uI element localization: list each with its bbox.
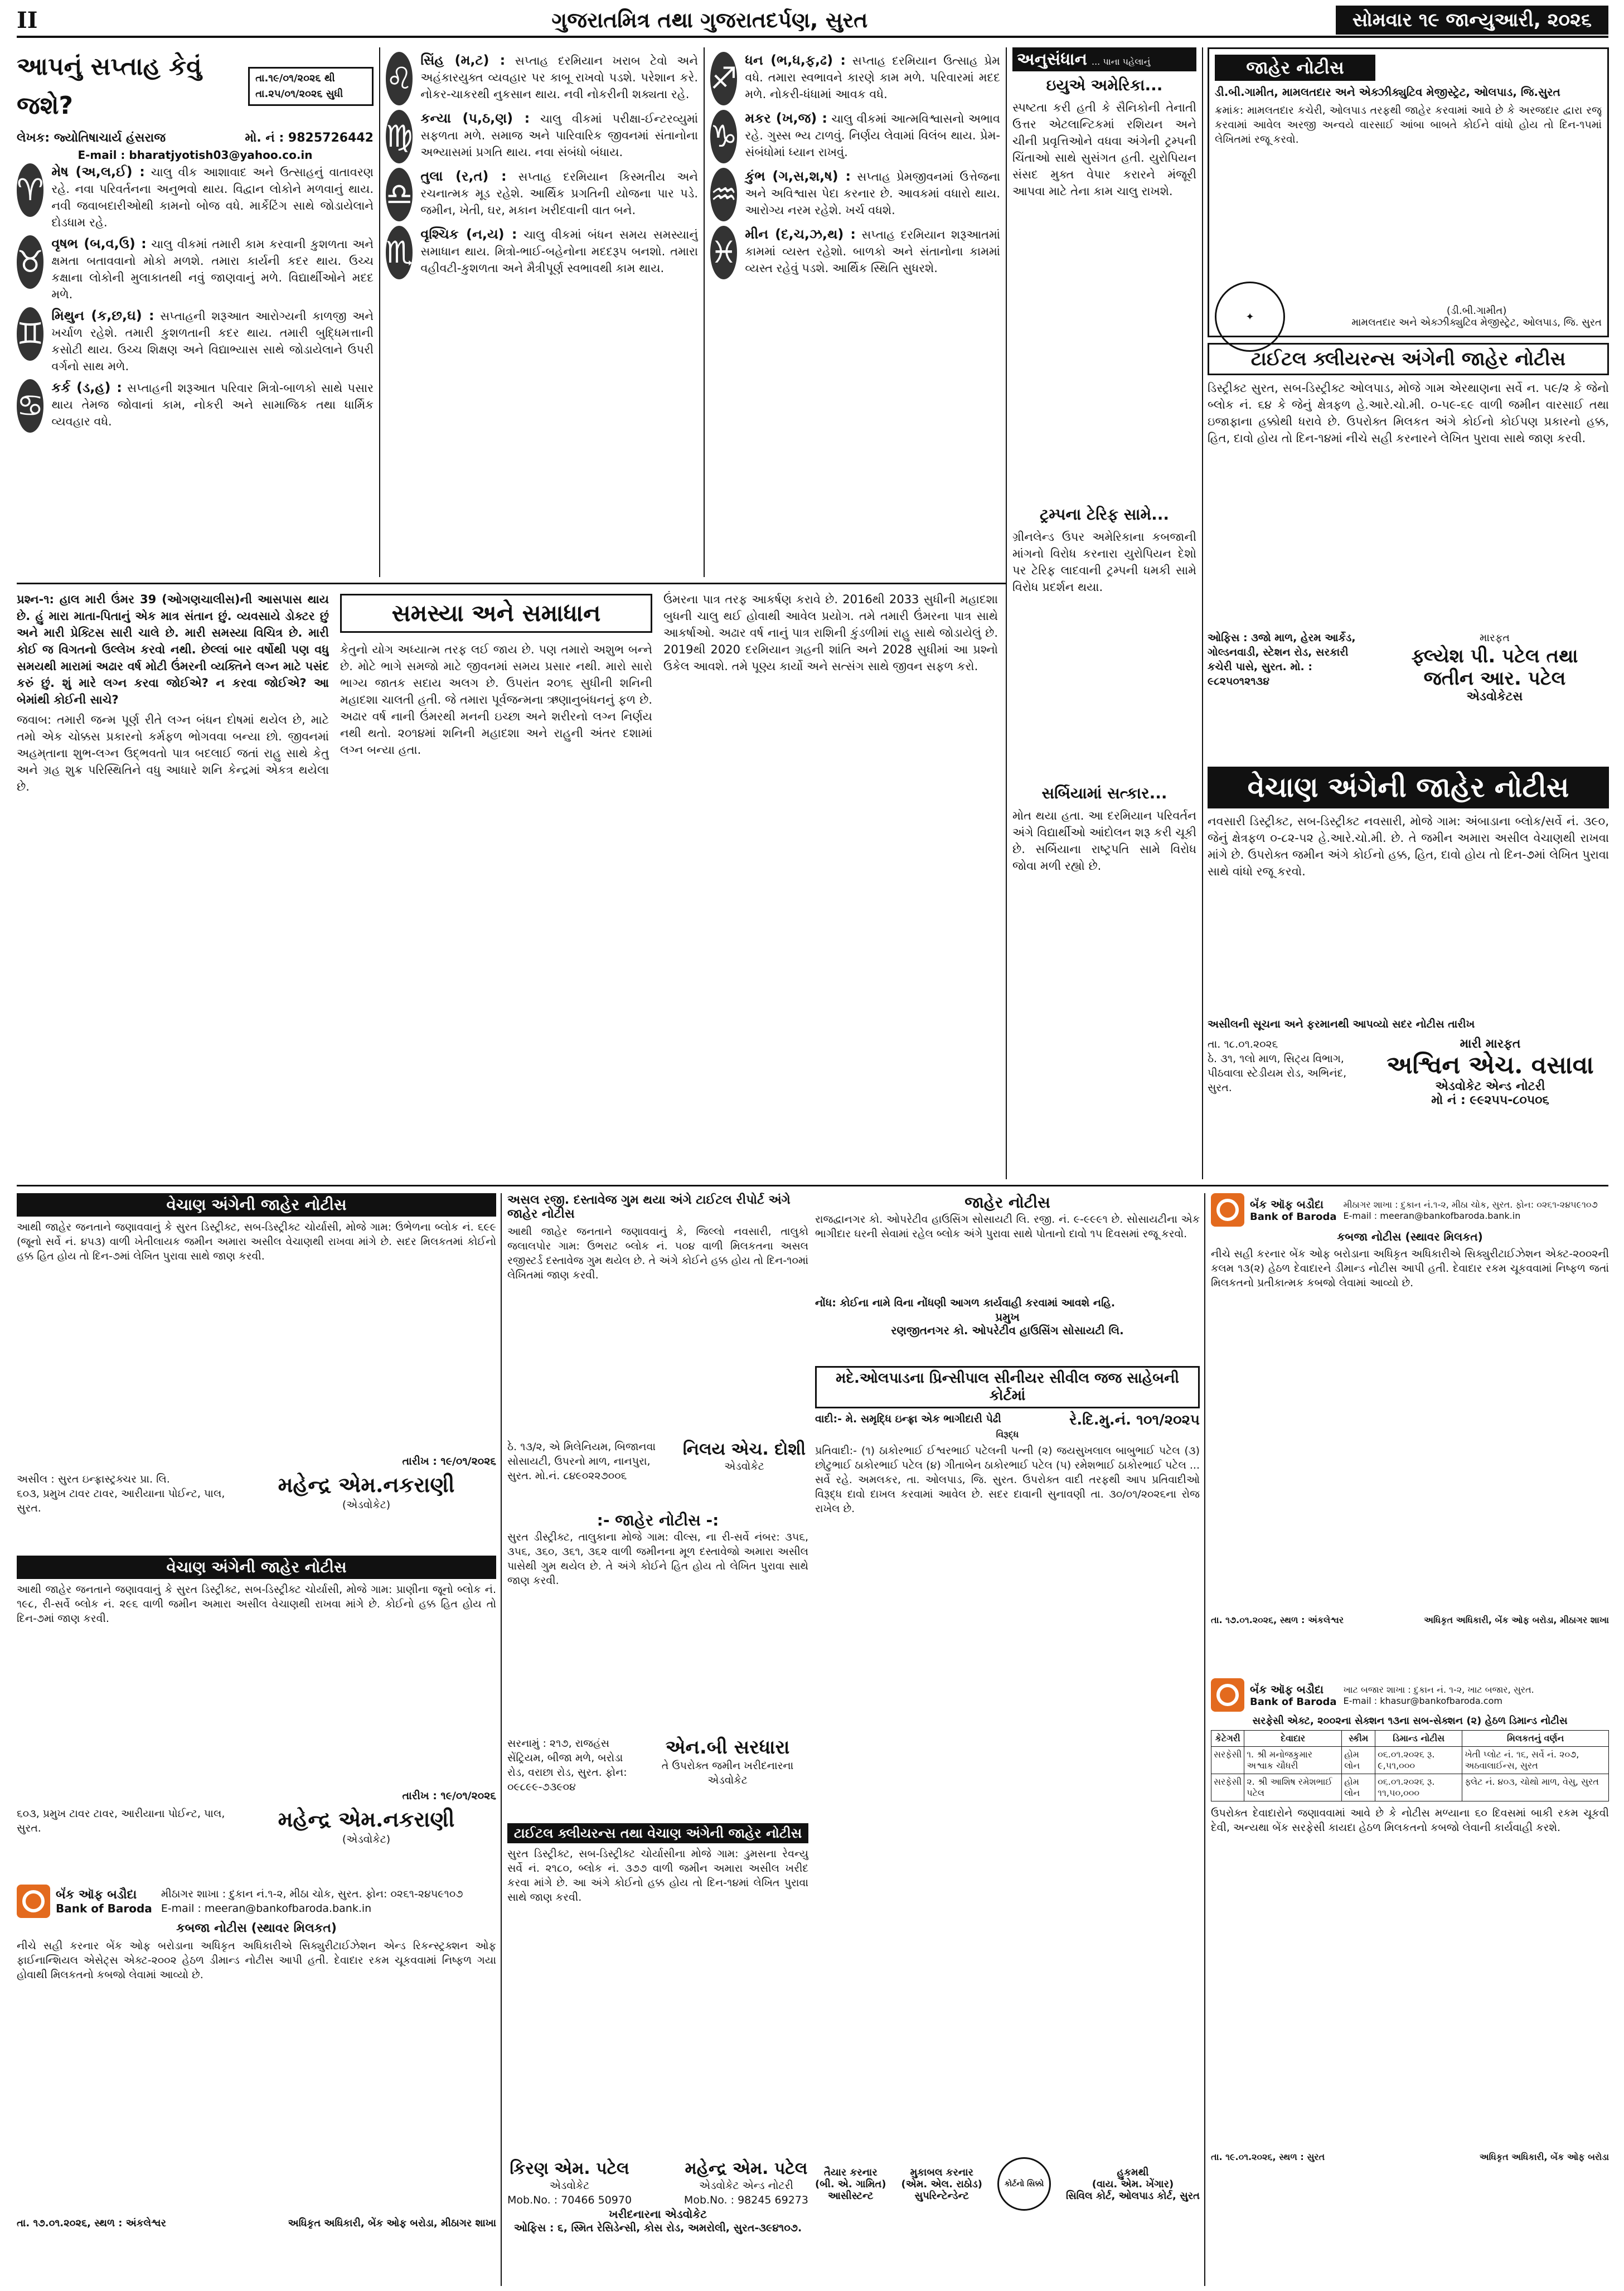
notice-mamlatdar-issuer: ડી.બી.ગામીત, મામલતદાર અને એક્ઝીક્યુટિવ મેજીસ્ટ્રેટ, ઓલપાડ, જિ.સુરત <box>1215 85 1560 99</box>
sign-gemini: ♊ મિથુન (ક,છ,ઘ) : સપ્તાહની શરૂઆત આરોગ્યની કાળજી અને ખર્ચાળ રહેશે. તમારી કુશળતાની કદર થાય. તમારી બુદ્ધિમત્તાની કસોટી થાય. ઉચ્ચ શિક્ષણ અને વિદ્યાભ્યાસ સાથે જોડાયેલાને ઉપરી વર્ગનો સાથ મળે. <box>17 308 374 373</box>
virgo-icon: ♍ <box>386 110 413 163</box>
court-body: પ્રતિવાદી:- (૧) ઠાકોરભાઈ ઈશ્વરભાઈ પટેલની પત્ની (૨) જયસુખલાલ બાબુભાઈ પટેલ (૩) છોટુભાઈ ઠાકોરભાઈ પટેલ (૪) ગીતાબેન ઠાકોરભાઈ પટેલ (૫) રમેશભાઈ ઠાકોરભાઈ પટેલ ... સર્વે રહે. અમલકર, તા. ઓલપાડ, જિ. સુરત. ઉપરોક્ત વાદી તરફથી આપ પ્રતિવાદીઓ વિરૂદ્ધ દાવો દાખલ કરવામાં આવેલ છે. સદર દાવાની સુનાવણી તા. ૩૦/૦૧/૨૦૨૬ના રોજ રાખેલ છે. <box>815 1445 1200 1515</box>
notice-title-clearance-1-body: ડિસ્ટ્રીક્ટ સુરત, સબ-ડિસ્ટ્રીક્ટ ઓલપાડ, મોજે ગામ એરથાણના સર્વે ન. ૫૯/૨ કે જેનો બ્લોક નં. ૬૪ કે જેનું ક્ષેત્રફળ હે.આરે.ચો.મી. ૦-૫૯-૬૯ વાળી જમીન વારસાઈ તથા ઇજાફાના હક્કોથી ધરાવે છે. ઉપરોક્ત મિલકત અંગે કોઈનો કોઈપણ પ્રકારનો હક્ક, હિત, દાવો હોય તો દિન-૧૪માં નીચે સહી કરનારને લેખિત પુરાવા સાથે જાણ કરવી. <box>1208 381 1609 445</box>
notice-sale-2-date: તારીખ : ૧૯/૦૧/૨૦૨૬ <box>402 1790 496 1802</box>
qa-question <box>17 591 329 1176</box>
horoscope-col-1 <box>17 159 374 577</box>
notice-sale-2-title: વેચાણ અંગેની જાહેર નોટીસ <box>17 1556 496 1579</box>
bob-left-body: નીચે સહી કરનાર બેંક ઓફ બરોડાના અધિકૃત અધિકારીએ સિક્યુરીટાઈઝેશન એન્ડ રિકન્સ્ટ્રક્શન ઓફ ફાઈનાન્શિયલ એસેટ્સ એક્ટ-૨૦૦૨ હેઠળ ડીમાન્ડ નોટીસ આપી હતી. દેવાદાર રકમ ચૂકવવામાં નિષ્ફળ ગયા હોવાથી મિલકતનો કબજો લેવામાં આવ્યો છે. <box>17 1940 496 1981</box>
sign-aries: ♈ મેષ (અ,લ,ઈ) : ચાલુ વીક આશાવાદ અને ઉત્સાહનું વાતાવરણ રહે. નવા પરિવર્તનના અનુભવો થાય. વિદ્વાન લોકોને મળવાનું થાય. નવી જવાબદારીઓથી કામનો બોજ વધે. માર્કેટિંગ સાથે જોડાયેલાને દોડધામ રહે. <box>17 164 374 229</box>
sign-taurus: ♉ વૃષભ (બ,વ,ઉ) : ચાલુ વીકમાં તમારી કામ કરવાની કુશળતા અને ક્ષમતા બતાવવાનો મોકો મળશે. તમારા કાર્યની કદર થાય. ઉચ્ચ કક્ષાના લોકોની મુલાકાતથી નવું જાણવાનું મળે. વિદ્યાર્થીઓને મદદ મળે. <box>17 236 374 301</box>
notice-dastavej <box>507 1193 808 1505</box>
notice-title-clearance-1-office: ઓફિસ : ૩જો માળ, હેરમ આર્કેડ, ગોલ્ડનવાડી, સ્ટેશન રોડ, સરકારી કચેરી પાસે, સુરત. મો. : ૯૮૨૫૦૧૨૧૩૪ <box>1208 632 1356 687</box>
court-plaintiff: વાદી:- મે. સમૃદ્ધિ ઇન્ફ્રા એક ભાગીદારી પેઢી <box>815 1413 1001 1425</box>
notice-dastavej-address: ઠે. ૧૩/૨, એ મિલેનિયમ, બિજાનવા સોસાયટી, ઉપરનો માળ, નાનપુરા, સુરત. મો.નં. ૮૪૯૦૨૨૭૦૦૬ <box>507 1441 656 1482</box>
bob-right-2-body: ઉપરોક્ત દેવાદારોને જણાવવામાં આવે છે કે નોટીસ મળ્યાના ૬૦ દિવસમાં બાકી રકમ ચૂકવી દેવી, અન્યથા બેંક સરફેસી કાયદા હેઠળ મિલકતનો કબજો લેવાની કાર્યવાહી કરશે. <box>1211 1807 1609 1834</box>
tc2-lawyer-1: કિરણ એમ. પટેલ <box>510 2159 629 2178</box>
lion-icon: ♌ <box>386 52 413 105</box>
twins-icon: ♊ <box>17 307 43 361</box>
qa-col-2: કેતુનો યોગ અધ્યાત્મ તરફ લઈ જાય છે. પણ તમારો અશુભ બન્ને છે. મોટે ભાગે સમજો માટે જીવનમાં સમય પ્રસાર નથી. મારો સારો ભાગ્ય જાતક સદાય અલગ છે. ઉપરાંત ૨૦૧૬ સુધીની શનિની મહાદશા ચાલતી હતી. જે તમારા પૂર્વજન્મના ઋણાનુબંધનનું ફળ છે. અઢાર વર્ષ નાની ઉંમરથી મનની ઇચ્છા અને શરીરનો લગ્ન નિર્ણય નથી થતો. ૨૦૧૪માં શનિની મહાદશા અને રાહુની અંતર દશામાં લગ્ન બન્યા હતા. <box>340 643 652 757</box>
horoscope-author: લેખક: જ્યોતિષાચાર્ય હંસરાજ <box>17 131 166 145</box>
horoscope-date-range: તા.૧૯/૦૧/૨૦૨૬ થી તા.૨૫/૦૧/૨૦૨૬ સુધી <box>248 67 374 106</box>
notice-society <box>815 1193 1200 1360</box>
bank-of-baroda-logo: બૅંક ઑફ બડૌદા Bank of Baroda <box>1211 1193 1337 1227</box>
table-row: સરફેસી ૧. શ્રી મનોજકુમાર અશ્વાક ચૌધરી હોમ લોન ૦૬.૦૧.૨૦૨૬ રૂ. ૯,૫૧,૦૦૦ ખેતી પ્લોટ નં. ૧૬, સર્વે નં. ૨૦૭, અઠવાલાઈન્સ, સુરત <box>1211 1747 1609 1774</box>
notice-mamlatdar-designation: મામલતદાર અને એક્ઝીક્યુટિવ મેજીસ્ટ્રેટ, ઓલપાડ, જિ. સુરત <box>1351 317 1602 328</box>
notice-sale-2-address: ૬૦૩, પ્રમુખ ટાવર ટાવર, આરીયાના પોઈન્ટ, પાલ, સુરત. <box>17 1808 225 1834</box>
qa-title: સમસ્યા અને સમાધાન <box>391 599 601 627</box>
notice-land-title: :- જાહેર નોટીસ -: <box>597 1511 719 1529</box>
notice-title-clearance-1-agent: મારફત <box>1479 632 1510 644</box>
notice-bob-left <box>17 1885 496 2286</box>
tc2-office: ઓફિસ : ૬, સ્મિત રેસિડેન્સી, કોસ રોડ, અમરોલી, સુરત-૩૯૪૧૦૭. <box>513 2222 802 2234</box>
notice-title-clearance-1 <box>1208 343 1609 761</box>
bob-left-email[interactable]: E-mail : meeran@bankofbaroda.bank.in <box>161 1902 372 1915</box>
issue-date: સોમવાર ૧૯ જાન્યુઆરી, ૨૦૨૬ <box>1336 6 1608 35</box>
notice-sale-2-role: (એડવોકેટ) <box>342 1833 391 1846</box>
horoscope-mobile: મો. નં : 9825726442 <box>245 131 374 145</box>
notice-sale-2-body: આથી જાહેર જનતાને જણાવવાનું કે સુરત ડિસ્ટ્રીક્ટ, સબ-ડિસ્ટ્રીક્ટ ચોર્યાસી, મોજે ગામ: પ્રાણીના જૂનો બ્લોક નં. ૧૯૮, રી-સર્વે બ્લોક નં. ૨૯૬ વાળી જમીન અમારા અસીલ વેચાણથી રાખવા માંગે છે. કોઈનો હક્ક હિત હોય તો દિન-૭માં જાણ કરવી. <box>17 1583 496 1625</box>
notice-mamlatdar <box>1208 47 1609 337</box>
sign-pisces: ♓ મીન (દ,ચ,ઝ,થ) : સપ્તાહ દરમિયાન શરૂઆતમાં કામમાં વ્યસ્ત રહેશો. બાળકો અને સંતાનોના કામમાં વ્યસ્ત રહેવું પડશે. આર્થિક સ્થિતિ સુધરશે. <box>710 226 1000 279</box>
anusandhan-body-1: સ્પષ્ટતા કરી હતી કે સૈનિકોની તેનાતી ઉત્તર એટલાન્ટિકમાં રશિયન અને ચીની પ્રવૃત્તિઓને વધવા અંગેની ટ્રમ્પની ચિંતાઓ સાથે સુસંગત હતી. યુરોપિયન સંસદ મુક્ત વેપાર કરારને મંજૂરી આપવા માટે તેના કામ ચાલુ રાખશે. <box>1012 101 1196 198</box>
notice-mamlatdar-title: જાહેર નોટીસ <box>1215 55 1375 81</box>
scales-icon: ♎ <box>386 168 413 221</box>
bank-of-baroda-logo: બૅંક ઑફ બડૌદા Bank of Baroda <box>1211 1678 1337 1712</box>
bank-of-baroda-logo: બૅંક ઑફ બડૌદા Bank of Baroda <box>17 1885 152 1918</box>
notice-sale-top-title: વેચાણ અંગેની જાહેર નોટીસ <box>1208 767 1609 808</box>
notice-sale-top-mobile: મો નં : ૯૯૨૫૫-૮૦૫૦૬ <box>1431 1093 1549 1107</box>
qa-question-text: પ્રશ્ન-૧: હાલ મારી ઉંમર 39 (ઓગણચાલીસ)ની આસપાસ થાય છે. હું મારા માતા-પિતાનું એક માત્ર સંતાન છું. વ્યવસાયે ડોક્ટર છું અને મારી પ્રેક્ટિસ સારી ચાલે છે. મારી સમસ્યા વિચિત્ર છે. મારી કોઈ જ વિગતનો ઉલ્લેખ કરવો નથી. છેલ્લાં બાર વર્ષોથી પણ વધુ સમયથી મારામાં અઢાર વર્ષ મોટી ઉંમરની વ્યક્તિને લગ્ન માટે પસંદ કરું છું. શું મારે લગ્ન કરવા જોઈએ? ન કરવા જોઈએ? આ બેમાંથી કોઈની સાચે? <box>17 593 329 706</box>
notice-dastavej-lawyer: નિલય એચ. દોશી <box>682 1440 806 1459</box>
column-rule <box>704 47 705 577</box>
notice-title-clearance-2-body: સુરત ડિસ્ટ્રીક્ટ, સબ-ડિસ્ટ્રીક્ટ ચોર્યાસીના મોજે ગામ: ડુમસના રેવન્યુ સર્વે નં. ૨૧૮૦, બ્લોક નં. ૩૭૭ વાળી જમીન અમારા અસીલ ખરીદ કરવા માંગે છે. આ અંગે કોઈનો હક્ક હોય તો દિન-૧૪માં લેખિત પુરાવા સાથે જાણ કરવી. <box>507 1848 808 1903</box>
column-rule <box>379 47 380 577</box>
goat-icon: ♑ <box>710 110 737 163</box>
notice-land-lawyer: એન.બી સરધારા <box>665 1736 790 1759</box>
table-header: કેટેગરી દેવાદાર સ્કીમ ડિમાન્ડ નોટીસ મિલકતનું વર્ણન <box>1211 1731 1609 1747</box>
horoscope-header <box>17 47 374 162</box>
horoscope-col-2 <box>386 47 698 577</box>
notice-title-clearance-2: ટાઈટલ ક્લીયરન્સ તથા વેચાણ અંગેની જાહેર નોટીસ સુરત ડિસ્ટ્રીક્ટ, સબ-ડિસ્ટ્રીક્ટ ચોર્યાસીના મોજે ગામ: ડુમસના રેવન્યુ સર્વે નં. ૨૧૮૦, બ્લોક નં. ૩૭૭ વાળી જમીન અમારા અસીલ ખરીદ કરવા માંગે છે. આ અંગે કોઈનો હક્ક હોય તો દિન-૧૪માં લેખિત પુરાવા સાથે જાણ કરવી. કિરણ એમ. પટેલ એડવોકેટ Mob.No. : 70466 50970 મહેન્દ્ર એમ. પટેલ એડવોકેટ એન્ડ નોટરી Mob.No. : 98245 69273 ખરીદનારના એડવોકેટ ઓફિસ : ૬, સ્મિત રેસિડેન્સી, કોસ રોડ, અમરોલી, સુરત-૩૯૪૧૦૭. <box>507 1823 808 2286</box>
sign-leo: ♌ સિંહ (મ,ટ) : સપ્તાહ દરમિયાન ખરાબ ટેવો અને અહંકારયુક્ત વ્યવહાર પર કાબૂ રાખવો પડશે. પરેશાન કરે. નોકર-ચાકરથી નુકસાન થાય. નવી નોકરીની શક્યતા રહે. <box>386 52 698 105</box>
notice-title-clearance-1-lawyer-2: જતીન આર. પટેલ <box>1423 667 1566 690</box>
newspaper-title: ગુજરાતમિત્ર તથા ગુજરાતદર્પણ, સુરત <box>551 7 868 32</box>
sign-aquarius: ♒ કુંભ (ગ,સ,શ,ષ) : સપ્તાહ પ્રેમજીવનમાં ઉત્તેજના અને અવિશ્વાસ પેદા કરનાર છે. આવકમાં વધારો થાય. આરોગ્ય નરમ રહેશે. ખર્ચ વધશે. <box>710 168 1000 221</box>
horoscope-title: આપનું સપ્તાહ કેવું જશે? <box>17 52 202 120</box>
tc2-buyer: ખરીદનારના એડવોકેટ <box>609 2207 707 2221</box>
bob-left-notice: કબજા નોટીસ (સ્થાવર મિલકત) <box>176 1921 337 1935</box>
bull-icon: ♉ <box>17 235 43 289</box>
masthead <box>17 4 1608 38</box>
notice-land <box>507 1511 808 1818</box>
crab-icon: ♋ <box>17 379 43 433</box>
anusandhan-head-1: ઇયુએ અમેરિકા... <box>1046 76 1163 94</box>
notice-sale-1 <box>17 1193 496 1550</box>
notice-society-nb: નોંધ: કોઈના નામે વિના નોંધણી આગળ કાર્યવાહી કરવામાં આવશે નહિ. <box>815 1297 1116 1309</box>
anusandhan-head-2: ટ્રમ્પના ટેરિફ સામે... <box>1039 505 1170 524</box>
court-seal: કોર્ટનો સિક્કો <box>997 2157 1051 2211</box>
anusandhan-sub: ... પાના પહેલાનું <box>1092 56 1151 67</box>
notice-dastavej-title: અસલ રજી. દસ્તાવેજ ગુમ થયા અંગે ટાઈટલ રીપોર્ટ અંગે જાહેર નોટીસ <box>507 1193 791 1221</box>
sign-libra: ♎ તુલા (ર,ત) : સપ્તાહ દરમિયાન કિસ્મતીય અને રચનાત્મક મૂડ રહેશે. આર્થિક પ્રગતિની યોજના પાર પડે. જમીન, ખેતી, ઘર, મકાન ખરીદવાની વાત બને. <box>386 168 698 221</box>
qa-title-box <box>340 594 652 633</box>
anusandhan-body-2: ગ્રીનલેન્ડ ઉપર અમેરિકાના કબજાની માંગનો વિરોધ કરનારા યુરોપિયન દેશો પર ટેરિફ લાદવાની ટ્રમ્પની ધમકી સામે વિરોધ પ્રદર્શન થયા. <box>1012 530 1196 594</box>
notice-sale-top <box>1208 767 1609 1179</box>
anusandhan-label: અનુસંધાન <box>1017 50 1087 69</box>
scorpion-icon: ♏ <box>386 226 413 279</box>
notice-society-name: રણજીતનગર કો. ઓપરેટીવ હાઉસિંગ સોસાયટી લિ. <box>891 1324 1124 1337</box>
notice-title-clearance-1-role: એડવોકેટસ <box>1466 690 1523 704</box>
column-rule <box>1202 47 1203 1179</box>
notice-title-clearance-2-title: ટાઈટલ ક્લીયરન્સ તથા વેચાણ અંગેની જાહેર નોટીસ <box>507 1823 808 1843</box>
horoscope-col-3 <box>710 47 1000 577</box>
archer-icon: ♐ <box>710 52 737 105</box>
bob-sun-icon <box>1211 1193 1244 1227</box>
notice-bob-right-1: બૅંક ઑફ બડૌદા Bank of Baroda મીઠાગર શાખા : દુકાન નં.૧-૨, મીઠા ચોક, સુરત. ફોન: ૦૨૬૧-૨૪૫૯૧૦૭ E-mail : meeran@bankofbaroda.bank.in કબજા નોટીસ (સ્થાવર મિલકત) નીચે સહી કરનાર બેંક ઓફ બરોડાના અધિકૃત અધિકારીએ સિક્યુરીટાઈઝેશન એક્ટ-૨૦૦૨ની કલમ ૧૩(૨) હેઠળ દેવાદારને ડીમાન્ડ નોટીસ આપી હતી. દેવાદાર રકમ ચૂકવવામાં નિષ્ફળ જતાં મિલકતનો પ્રતીકાત્મક કબજો લેવામાં આવ્યો છે. તા. ૧૭.૦૧.૨૦૨૬, સ્થળ : અંકલેશ્વર અધિકૃત અધિકારી, બેંક ઓફ બરોડા, મીઠાગર શાખા <box>1211 1193 1609 1673</box>
notice-sale-top-agent: મારી મારફત <box>1460 1037 1521 1051</box>
notice-title-clearance-1-lawyer-1: ફ્લ્યેશ પી. પટેલ તથા <box>1411 645 1578 667</box>
qa-col-3: ઉંમરના પાત્ર તરફ આકર્ષણ કરાવે છે. 2016થી 2033 સુધીની મહાદશા બુધની ચાલુ થઈ હોવાથી આવેલ પ્રયોગ. તમે તમારી ઉંમરના પાત્ર સાથે આકર્ષાઓ. અઢાર વર્ષ નાનું પાત્ર રાશિની કુંડળીમાં રાહુ સાથે જોડાયેલું છે. 2019થી 2020 દરમિયાન ગ્રહની શાંતિ અને 2028 સુધીમાં આ પ્રશ્નો ઉકેલ આવશે. તમે પૂણ્ય કાર્યો અને સત્સંગ સાથે જીવન સફળ કરો. <box>663 593 998 673</box>
notice-land-role: તે ઉપરોક્ત જમીન ખરીદનારના એડવોકેટ <box>661 1760 794 1786</box>
govt-seal-icon: ✦ <box>1215 282 1285 352</box>
sign-sagittarius: ♐ ધન (ભ,ધ,ફ,ઢ) : સપ્તાહ દરમિયાન ઉત્સાહ પ્રેમ વધે. તમારા સ્વભાવને કારણે કામ મળે. પરિવારમાં મદદ મળે. નોકરી-ધંધામાં આવક વધે. <box>710 52 1000 105</box>
notice-sale-top-role: એડવોકેટ એન્ડ નોટરી <box>1435 1079 1545 1093</box>
notice-sale-1-body: આથી જાહેર જનતાને જણાવવાનું કે સુરત ડિસ્ટ્રીક્ટ, સબ-ડિસ્ટ્રીક્ટ ચોર્યાસી, મોજે ગામ: ઉભેળના બ્લોક નં. ૬૯૯ (જૂનો સર્વે નં. ૪૫૩) વાળી ખેતીલાયક જમીન અમારા અસીલ વેચાણથી રાખવા માંગે છે. સદર મિલકતમાં કોઈનો હક્ક હિત હોય તો દિન-૭માં લેખિત પુરાવા સાથે જાણ કરવી. <box>17 1221 496 1262</box>
notice-sale-top-lawyer: અશ્વિન એચ. વસાવા <box>1387 1051 1594 1079</box>
anusandhan-column <box>1012 47 1196 1179</box>
notice-society-sign: પ્રમુખ <box>995 1310 1020 1324</box>
notice-sale-top-address: ઠે. ૩૧, ૧લો માળ, સિટ્ય વિભાગ, પીઠવાલા સ્ટેડીયમ રોડ, અભિનંદ, સુરત. <box>1208 1053 1347 1094</box>
sign-capricorn: ♑ મકર (ખ,જ) : ચાલુ વીકમાં આત્મવિશ્વાસનો અભાવ રહે. ગુસ્સ ભ્ય ટાળવું. નિર્ણય લેવામાં વિલંબ થાય. પ્રેમ-સંબંધોમાં ધ્યાન રાખવું. <box>710 110 1000 163</box>
column-rule <box>1006 47 1007 1179</box>
bob-right-2-table <box>1211 1730 1609 1801</box>
notice-sale-1-address: ૬૦૩, પ્રમુખ ટાવર ટાવર, આરીયાના પોઈન્ટ, પાલ, સુરત. <box>17 1488 225 1514</box>
notice-land-address: સરનામું : ૨૧૭, રાજહંસ સેંટ્રિયમ, બીજા મળે, બરોડા રોડ, વરાછા રોડ, સુરત. ફોન: ૦૯૮૯૯-૭૩૯૦૪ <box>507 1737 627 1793</box>
notice-sale-1-role: (એડવોકેટ) <box>342 1499 391 1511</box>
bob-left-branch: મીઠાગર શાખા : દુકાન નં.૧-૨, મીઠા ચોક, સુરત. ફોન: ૦૨૬૧-૨૪૫૯૧૦૭ <box>161 1888 463 1900</box>
notice-land-body: સુરત ડીસ્ટ્રીક્ટ, તાલુકાના મોજે ગામ: વીલ્સ, ના રી-સર્વે નંબર: ૩૫૬, ૩૫૬, ૩૬૦, ૩૬૧, ૩૬૨ વાળી જમીનના મૂળ દસ્તાવેજો અમારા અસીલ પાસેથી ગુમ થયેલ છે. તે અંગે કોઈને હિત હોય તો લેખિત પુરાવા સાથે જાણ કરવી. <box>507 1531 808 1587</box>
section-rule <box>17 1185 1608 1186</box>
section-rule <box>17 583 1006 584</box>
notice-sale-1-client: અસીલ : સુરત ઇન્ફ્રાસ્ટ્રક્ચર પ્રા. લિ. <box>17 1473 170 1485</box>
court-case-number: રે.દિ.મુ.નં. ૧૦૧/૨૦૨૫ <box>1069 1412 1200 1428</box>
water-bearer-icon: ♒ <box>710 168 737 221</box>
bob-left-place: તા. ૧૭.૦૧.૨૦૨૬, સ્થળ : અંકલેશ્વર <box>17 2217 166 2229</box>
bob-right-1-body: નીચે સહી કરનાર બેંક ઓફ બરોડાના અધિકૃત અધિકારીએ સિક્યુરીટાઈઝેશન એક્ટ-૨૦૦૨ની કલમ ૧૩(૨) હેઠળ દેવાદારને ડીમાન્ડ નોટીસ આપી હતી. દેવાદાર રકમ ચૂકવવામાં નિષ્ફળ જતાં મિલકતનો પ્રતીકાત્મક કબજો લેવામાં આવ્યો છે. <box>1211 1248 1609 1289</box>
notice-court: મદે.ઓલપાડના પ્રિન્સીપાલ સીનીયર સીવીલ જજ સાહેબની કોર્ટમાં વાદી:- મે. સમૃદ્ધિ ઇન્ફ્રા એક ભાગીદારી પેઢી રે.દિ.મુ.નં. ૧૦૧/૨૦૨૫ વિરૂદ્ધ પ્રતિવાદી:- (૧) ઠાકોરભાઈ ઈશ્વરભાઈ પટેલની પત્ની (૨) જયસુખલાલ બાબુભાઈ પટેલ (૩) છોટુભાઈ ઠાકોરભાઈ પટેલ (૪) ગીતાબેન ઠાકોરભાઈ પટેલ (૫) રમેશભાઈ ઠાકોરભાઈ પટેલ ... સર્વે રહે. અમલકર, તા. ઓલપાડ, જિ. સુરત. ઉપરોક્ત વાદી તરફથી આપ પ્રતિવાદીઓ વિરૂદ્ધ દાવો દાખલ કરવામાં આવેલ છે. સદર દાવાની સુનાવણી તા. ૩૦/૦૧/૨૦૨૬ના રોજ રાખેલ છે. તૈયાર કરનાર (બી. એ. ગામિત) આસીસ્ટન્ટ મુકાબલ કરનાર (એમ. એલ. રાઠોડ) સુપરિન્ટેન્ડેન્ટ કોર્ટનો સિક્કો હુકમથી (વાય. એમ. ખેંગાર) સિવિલ કોર્ટ, ઓલપાડ કોર્ટ, સુરત <box>815 1366 1200 2286</box>
notice-dastavej-role: એડવોકેટ <box>724 1460 764 1473</box>
qa-answer-text: જવાબ: તમારી જન્મ પૂર્ણ રીતે લગ્ન બંધન દોષમાં થયેલ છે, માટે તમો એક ચોક્કસ પ્રકારનો કર્મફળ ભોગવવા બન્યા છો. જીવનમાં અહમ્‌તાના શુભ-લગ્ન ઉદ્ભવતો પાત્ર બદલાઈ જતાં રાહુ સાથે કેતુ અને ગ્રહ શુક્ર પરિસ્થિતિને વધુ આધારે શનિ કેન્દ્રમાં એકત્ર થયેલા છે. <box>17 713 329 793</box>
notice-dastavej-body: આથી જાહેર જનતાને જણાવવાનું કે, જિલ્લો નવસારી, તાલુકો જલાલપોર ગામ: ઉભરાટ બ્લોક નં. ૫૦૪ વાળી મિલકતના અસલ રજીસ્ટર્ડ દસ્તાવેજ ગુમ થયેલ છે. તે અંગે કોઈને હક્ક હોય તો દિન-૧૦માં લેખિતમાં જાણ કરવી. <box>507 1226 808 1281</box>
court-versus: વિરૂદ્ધ <box>996 1429 1019 1440</box>
anusandhan-head-3: સર્બિયામાં સત્કાર... <box>1041 784 1167 802</box>
notice-society-title: જાહેર નોટીસ <box>964 1193 1050 1212</box>
page-number: II <box>17 7 38 33</box>
notice-sale-top-body: નવસારી ડિસ્ટ્રીક્ટ, સબ-ડિસ્ટ્રીક્ટ નવસારી, મોજે ગામ: અંબાડાના બ્લોક/સર્વે નં. ૩૯૦, જેનું ક્ષેત્રફળ ૦-૮૨-૫૨ હે.આરે.ચો.મી. છે. તે જમીન અમારા અસીલ વેચાણથી રાખવા માંગે છે. ઉપરોક્ત જમીન અંગે કોઈનો હક્ક, હિત, દાવો હોય તો દિન-૭માં લેખિત પુરાવા સાથે વાંધો રજૂ કરવો. <box>1208 815 1609 878</box>
notice-mamlatdar-body: ક્રમાંક: મામલતદાર કચેરી, ઓલપાડ તરફથી જાહેર કરવામાં આવે છે કે અરજદાર દ્વારા રજૂ કરવામાં આવેલ અરજી અન્વયે વારસાઈ આંબા બાબતે કોઈને વાંધો હોય તો દિન-૧૫માં લેખિતમાં રજૂ કરવો. <box>1215 104 1602 146</box>
fish-icon: ♓ <box>710 226 737 279</box>
sign-virgo: ♍ કન્યા (પ,ઠ,ણ) : ચાલુ વીકમાં પરીક્ષા-ઈન્ટરવ્યુમાં સફળતા મળે. સમાજ અને પારિવારિક જીવનમાં સંતાનોના અભ્યાસમાં પ્રગતિ થાય. નવા સંબંધો બંધાય. <box>386 110 698 163</box>
bob-sun-icon <box>17 1885 50 1918</box>
horoscope-email[interactable]: E-mail : bharatjyotish03@yahoo.co.in <box>77 148 313 162</box>
column-rule <box>501 1193 502 2286</box>
notice-sale-1-lawyer: મહેન્દ્ર એમ.નકરાણી <box>278 1472 455 1497</box>
notice-mamlatdar-sign: (ડી.બી.ગામીત) <box>1446 305 1507 317</box>
notice-society-body: રાજદ્વાનગર કો. ઓપરેટીવ હાઉસિંગ સોસાયટી લિ. રજી. નં. ૯-૯૯૯૧ છે. સોસાયટીના એક ભાગીદાર ઘરની સેવામાં રહેલ બ્લોક અંગે પુરાવા સાથે પોતાનો દાવો ૧૫ દિવસમાં રજૂ કરવો. <box>815 1213 1200 1240</box>
notice-sale-2-lawyer: મહેન્દ્ર એમ.નકરાણી <box>278 1806 455 1832</box>
notice-sale-1-title: વેચાણ અંગેની જાહેર નોટીસ <box>17 1193 496 1217</box>
ram-icon: ♈ <box>17 163 43 217</box>
tc2-lawyer-2: મહેન્દ્ર એમ. પટેલ <box>685 2159 808 2178</box>
notice-title-clearance-1-title: ટાઈટલ ક્લીયરન્સ અંગેની જાહેર નોટીસ <box>1208 343 1609 375</box>
sign-cancer: ♋ કર્ક (ડ,હ) : સપ્તાહની શરૂઆત પરિવાર મિત્રો-બાળકો સાથે પસાર થાય તેમજ જોવાનાં કામ, નોકરી અને સામાજિક તથા ધાર્મિક વ્યવહાર વધે. <box>17 379 374 433</box>
notice-sale-1-date: તારીખ : ૧૯/૦૧/૨૦૨૬ <box>402 1455 496 1467</box>
notice-sale-2 <box>17 1556 496 1879</box>
court-title: મદે.ઓલપાડના પ્રિન્સીપાલ સીનીયર સીવીલ જજ સાહેબની કોર્ટમાં <box>815 1366 1200 1408</box>
notice-bob-right-2: બૅંક ઑફ બડૌદા Bank of Baroda ખાટ બજાર શાખા : દુકાન નં. ૧-૨, ખાટ બજાર, સુરત. E-mail : khasur@bankofbaroda.com સરફેસી એક્ટ, ૨૦૦૨ના સેક્શન ૧૩ના સબ-સેક્શન (૨) હેઠળ ડિમાન્ડ નોટીસ કેટેગરી દેવાદાર સ્કીમ ડિમાન્ડ નોટીસ મિલકતનું વર્ણન સરફેસી ૧. શ્રી મનોજકુમાર અશ્વાક ચૌધરી હોમ લોન ૦૬.૦૧.૨૦૨૬ રૂ. ૯,૫૧,૦૦૦ ખેતી પ્લોટ નં. ૧૬, સર્વે નં. ૨૦૭, અઠવાલાઈન્સ, સુરત સરફેસી ૨. શ્રી આશિષ રમેશભાઈ પટેલ હોમ લોન ૦૬.૦૧.૨૦૨૬ રૂ. ૧૧,૫૦,૦૦૦ ફ્લેટ નં. ૪૦૩, ચોથો માળ, વેસુ, સુરત ઉપરોક્ત દેવાદારોને જણાવવામાં આવે છે કે નોટીસ મળ્યાના ૬૦ દિવસમાં બાકી રકમ ચૂકવી દેવી, અન્યથા બેંક સરફેસી કાયદા હેઠળ મિલકતનો કબજો લેવાની કાર્યવાહી કરશે. તા. ૧૯.૦૧.૨૦૨૬, સ્થળ : સુરત અધિકૃત અધિકારી, બેંક ઓફ બરોડા <box>1211 1678 1609 2286</box>
sign-scorpio: ♏ વૃશ્ચિક (ન,ય) : ચાલુ વીકમાં બંધન સમય સમસ્યાનું સમાધાન થાય. મિત્રો-ભાઈ-બહેનોના મદદરૂપ બનશો. તમારા વહીવટી-કુશળતા અને મૈત્રીપૂર્ણ સ્વભાવથી કામ થાય. <box>386 226 698 279</box>
notice-sale-top-footer: અસીલની સૂચના અને ફરમાનથી આપવ્યો સદર નોટીસ તારીખ <box>1208 1018 1475 1030</box>
bob-left-officer: અધિકૃત અધિકારી, બેંક ઓફ બરોડા, મીઠાગર શાખા <box>288 2217 496 2229</box>
table-row: સરફેસી ૨. શ્રી આશિષ રમેશભાઈ પટેલ હોમ લોન ૦૬.૦૧.૨૦૨૬ રૂ. ૧૧,૫૦,૦૦૦ ફ્લેટ નં. ૪૦૩, ચોથો માળ, વેસુ, સુરત <box>1211 1774 1609 1801</box>
column-rule <box>1204 1193 1205 2286</box>
notice-sale-top-date: તા. ૧૮.૦૧.૨૦૨૬ <box>1208 1038 1278 1050</box>
anusandhan-body-3: મોત થયા હતા. આ દરમિયાન પરિવર્તન અંગે વિદ્યાર્થીઓ આંદોલન શરૂ કરી ચૂકી છે. સર્બિયાના રાષ્ટ્રપતિ સામે વિરોધ જોવા મળી રહ્યો છે. <box>1012 809 1196 873</box>
bob-sun-icon <box>1211 1678 1244 1712</box>
